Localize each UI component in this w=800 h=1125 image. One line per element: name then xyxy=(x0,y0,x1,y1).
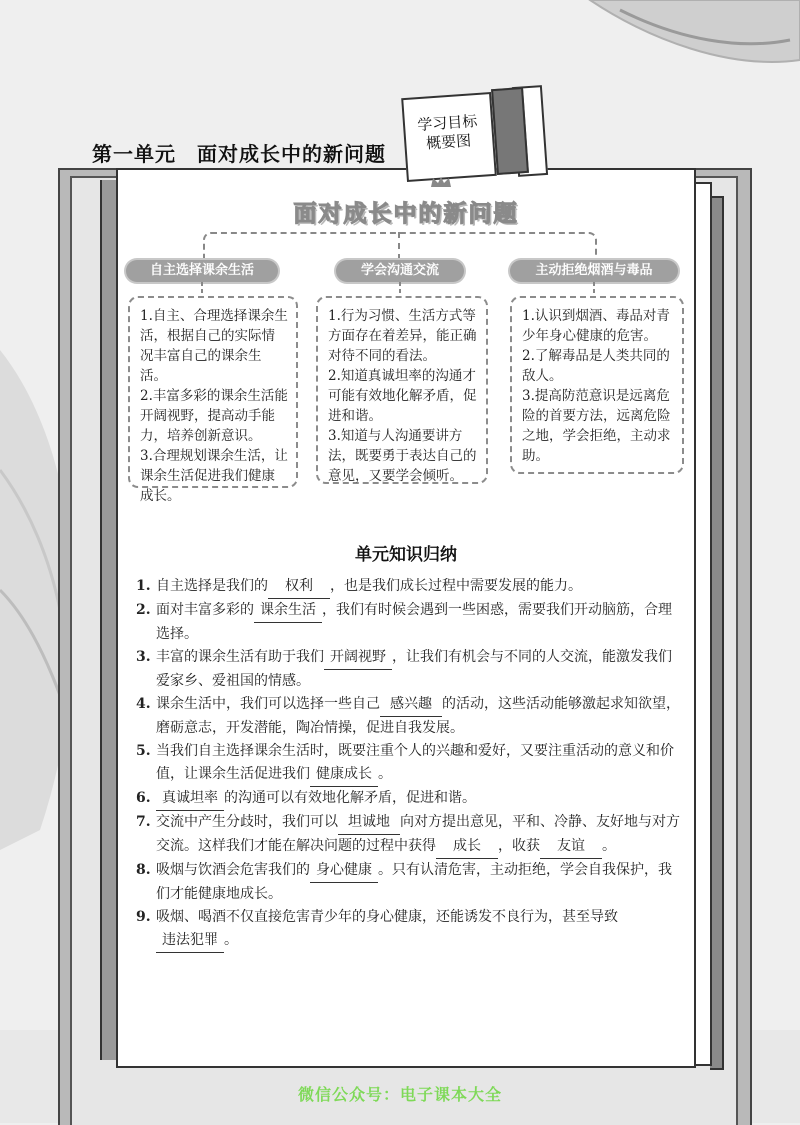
branch-point: 3.知道与人沟通要讲方法，既要勇于表达自己的意见，又要学会倾听。 xyxy=(328,428,477,484)
item-text: 的活动，这些活动能够激起求知欲望，磨砺意志，开发潜能，陶冶情操，促进自我发展。 xyxy=(156,696,680,736)
answer-blank: 身心健康 xyxy=(310,859,378,883)
item-number: 9. xyxy=(136,909,151,925)
item-text: 交流中产生分歧时，我们可以 xyxy=(156,814,338,830)
item-text: 当我们自主选择课余生活时，既要注重个人的兴趣和爱好，又要注重活动的意义和价值，让课余生活促进我们 xyxy=(156,743,674,782)
answer-blank: 课余生活 xyxy=(254,599,322,623)
item-text: 面对丰富多彩的 xyxy=(156,602,254,618)
list-item xyxy=(136,859,681,906)
item-text: 吸烟与饮酒会危害我们的 xyxy=(156,862,310,878)
answer-blank: 真诚坦率 xyxy=(156,787,224,811)
mindmap-connector xyxy=(398,232,400,260)
footer-watermark: 微信公众号：电子课本大全 xyxy=(297,1085,502,1104)
branch-point: 3.提高防范意识是远离危险的首要方法，远离危险之地，学会拒绝，主动求助。 xyxy=(522,388,671,464)
branch-point: 3.合理规划课余生活，让课余生活促进我们健康成长。 xyxy=(140,448,288,504)
leaf-top-right-icon xyxy=(560,0,800,120)
answer-blank: 成长 xyxy=(436,835,498,859)
item-text: 吸烟、喝酒不仅直接危害青少年的身心健康，还能诱发不良行为，甚至导致 xyxy=(156,909,618,925)
item-number: 1. xyxy=(136,578,151,594)
branch-label-refuse-drugs: 主动拒绝烟酒与毒品 xyxy=(510,260,678,282)
list-item xyxy=(136,646,681,693)
item-text: ，收获 xyxy=(498,838,540,854)
item-text: ，让我们有机会与不同的人交流，能激发我们爱家乡、爱祖国的情感。 xyxy=(156,649,672,689)
list-item xyxy=(136,811,681,859)
branch-box-communication xyxy=(316,296,488,484)
branch-box-refuse-drugs xyxy=(510,296,684,474)
item-number: 3. xyxy=(136,649,151,665)
list-item xyxy=(136,693,681,740)
item-text: ，我们有时候会遇到一些困惑，需要我们开动脑筋，合理选择。 xyxy=(156,602,672,642)
branch-point: 1.行为习惯、生活方式等方面存在着差异，能正确对待不同的看法。 xyxy=(328,308,477,364)
branch-point: 1.认识到烟酒、毒品对青少年身心健康的危害。 xyxy=(522,308,670,344)
branch-label-communication: 学会沟通交流 xyxy=(336,260,464,282)
item-text: 。 xyxy=(224,932,238,948)
item-text: 向对方提出意见，平和、冷静、友好地与对方交流。这样我们才能在解决问题的过程中获得 xyxy=(156,814,680,854)
list-item xyxy=(136,787,681,811)
item-text: 。 xyxy=(602,838,616,854)
item-number: 5. xyxy=(136,743,151,759)
answer-blank: 感兴趣 xyxy=(380,693,442,717)
branch-point: 2.知道真诚坦率的沟通才可能有效地化解矛盾，促进和谐。 xyxy=(328,368,477,424)
summary-list xyxy=(136,575,681,953)
item-text: 。 xyxy=(378,766,392,782)
bookmark-ribbon xyxy=(491,87,529,175)
item-number: 7. xyxy=(136,814,151,830)
summary-title: 单元知识归纳 xyxy=(355,545,457,565)
answer-blank: 坦诚地 xyxy=(338,811,400,835)
item-text: 丰富的课余生活有助于我们 xyxy=(156,649,324,665)
unit-title: 第一单元 面对成长中的新问题 xyxy=(92,142,386,166)
mindmap-title: 面对成长中的新问题 xyxy=(293,201,519,227)
branch-point: 2.丰富多彩的课余生活能开阔视野，提高动手能力，培养创新意识。 xyxy=(140,388,288,444)
item-number: 2. xyxy=(136,602,151,618)
item-text: ，也是我们成长过程中需要发展的能力。 xyxy=(330,578,582,594)
crown-icon xyxy=(430,176,452,188)
item-text: 。只有认清危害，主动拒绝，学会自我保护，我们才能健康地成长。 xyxy=(156,862,672,902)
item-number: 8. xyxy=(136,862,151,878)
item-number: 4. xyxy=(136,696,151,712)
answer-blank: 友谊 xyxy=(540,835,602,859)
item-text: 的沟通可以有效地化解矛盾，促进和谐。 xyxy=(224,790,476,806)
list-item xyxy=(136,575,681,599)
list-item xyxy=(136,599,681,646)
answer-blank: 健康成长 xyxy=(310,763,378,787)
branch-point: 2.了解毒品是人类共同的敌人。 xyxy=(522,348,670,384)
branch-label-extracurricular: 自主选择课余生活 xyxy=(126,260,278,282)
bookmark-line: 学习目标 xyxy=(416,111,478,135)
page-edge xyxy=(710,196,724,1070)
page-edge xyxy=(696,182,712,1066)
bookmark-label xyxy=(409,111,487,154)
item-number: 6. xyxy=(136,790,151,806)
item-text: 自主选择是我们的 xyxy=(156,578,268,594)
item-text: 课余生活中，我们可以选择一些自己 xyxy=(156,696,380,712)
answer-blank: 权利 xyxy=(268,575,330,599)
mindmap-connector xyxy=(203,232,597,262)
list-item xyxy=(136,740,681,787)
list-item xyxy=(136,906,681,953)
branch-box-extracurricular xyxy=(128,296,298,504)
branch-point: 1.自主、合理选择课余生活，根据自己的实际情况丰富自己的课余生活。 xyxy=(140,308,288,384)
answer-blank: 开阔视野 xyxy=(324,646,392,670)
answer-blank: 违法犯罪 xyxy=(156,929,224,953)
bookmark-line: 概要图 xyxy=(425,131,472,153)
